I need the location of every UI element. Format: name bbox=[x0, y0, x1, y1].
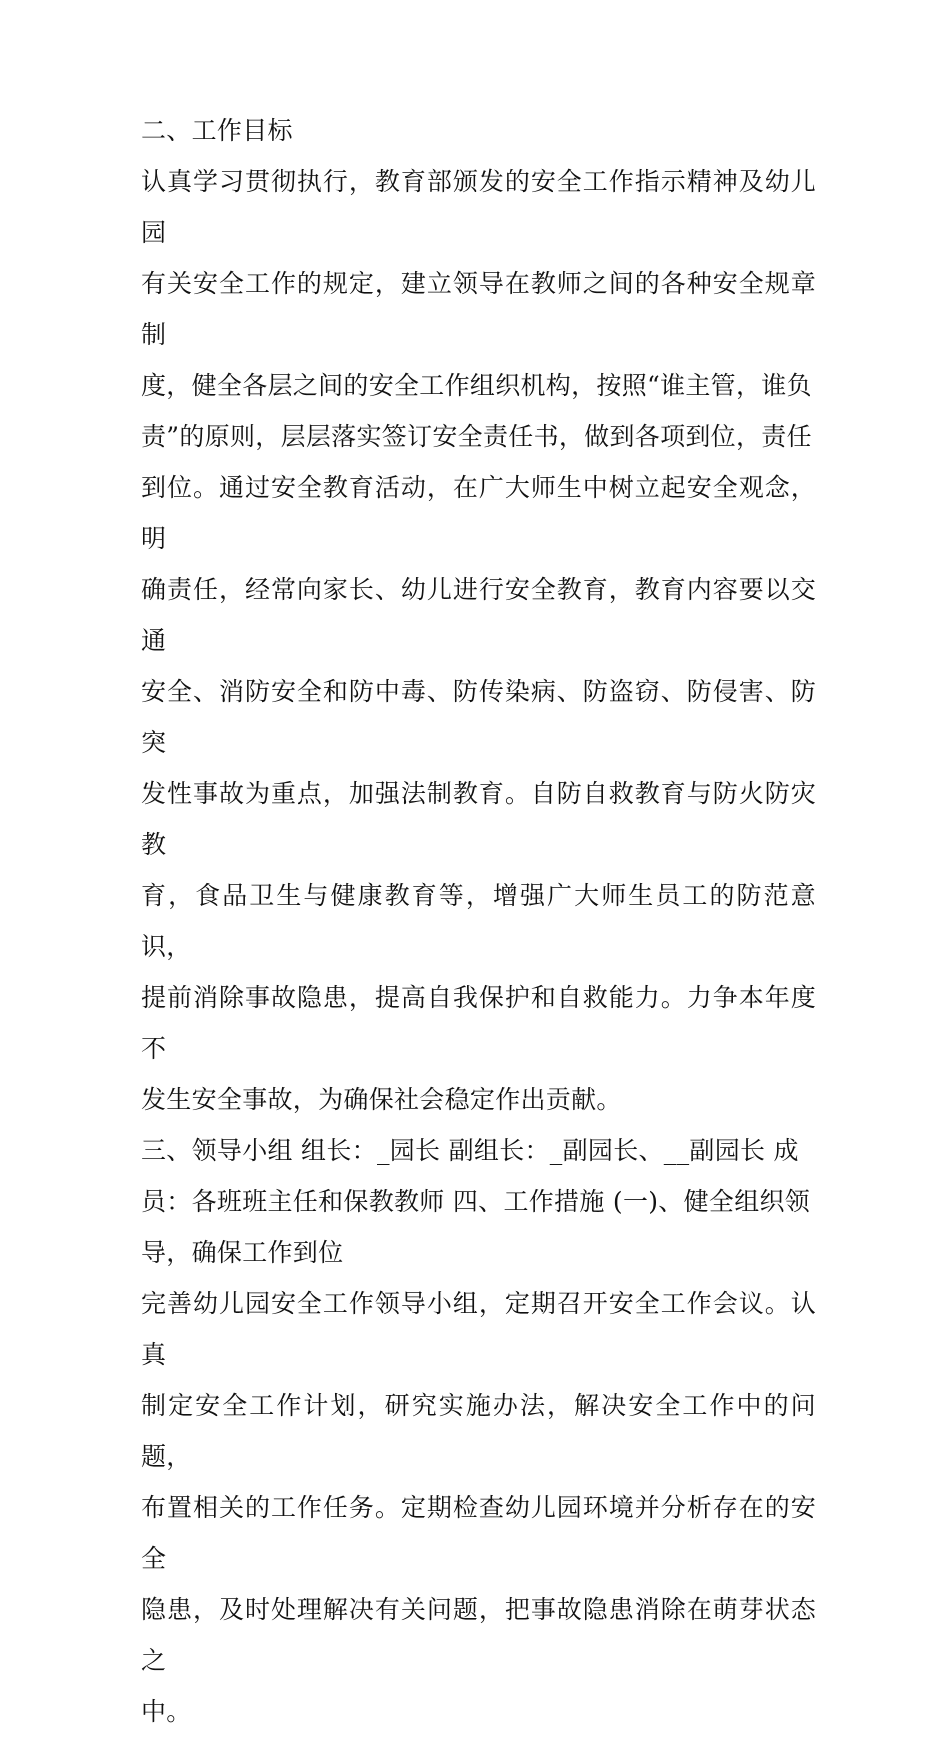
paragraph-organization-measures: 完善幼儿园安全工作领导小组，定期召开安全工作会议。认真 制定安全工作计划，研究实施办法，解决安全工作中的问题， 布置相关的工作任务。定期检查幼儿园环境并分析存在的安全 隐患，及时处理解决有关问题，把事故隐患消除在萌芽状态之 中。 bbox=[141, 1289, 816, 1726]
paragraph-leadership-group: 三、领导小组 组长：_园长 副组长：_副园长、__副园长 成 员：各班班主任和保教教师 四、工作措施 (一)、健全组织领 导，确保工作到位 bbox=[141, 1136, 811, 1267]
section-heading-goals: 二、工作目标 bbox=[141, 116, 293, 145]
paragraph-goals: 认真学习贯彻执行，教育部颁发的安全工作指示精神及幼儿园 有关安全工作的规定，建立领导在教师之间的各种安全规章制 度，健全各层之间的安全工作组织机构，按照“谁主管，谁负 责”的原则，层层落实签订安全责任书，做到各项到位，责任 到位。通过安全教育活动，在广大师生中树立起安全观念，明 确责任，经常向家长、幼儿进行安全教育，教育内容要以交通 安全、消防安全和防中毒、防传染病、防盗窃、防侵害、防突 发性事故为重点，加强法制教育。自防自救教育与防火防灾教 育，食品卫生与健康教育等，增强广大师生员工的防范意识， 提前消除事故隐患，提高自我保护和自救能力。力争本年度不 发生安全事故，为确保社会稳定作出贡献。 bbox=[141, 167, 816, 1114]
document-body bbox=[141, 105, 816, 1737]
